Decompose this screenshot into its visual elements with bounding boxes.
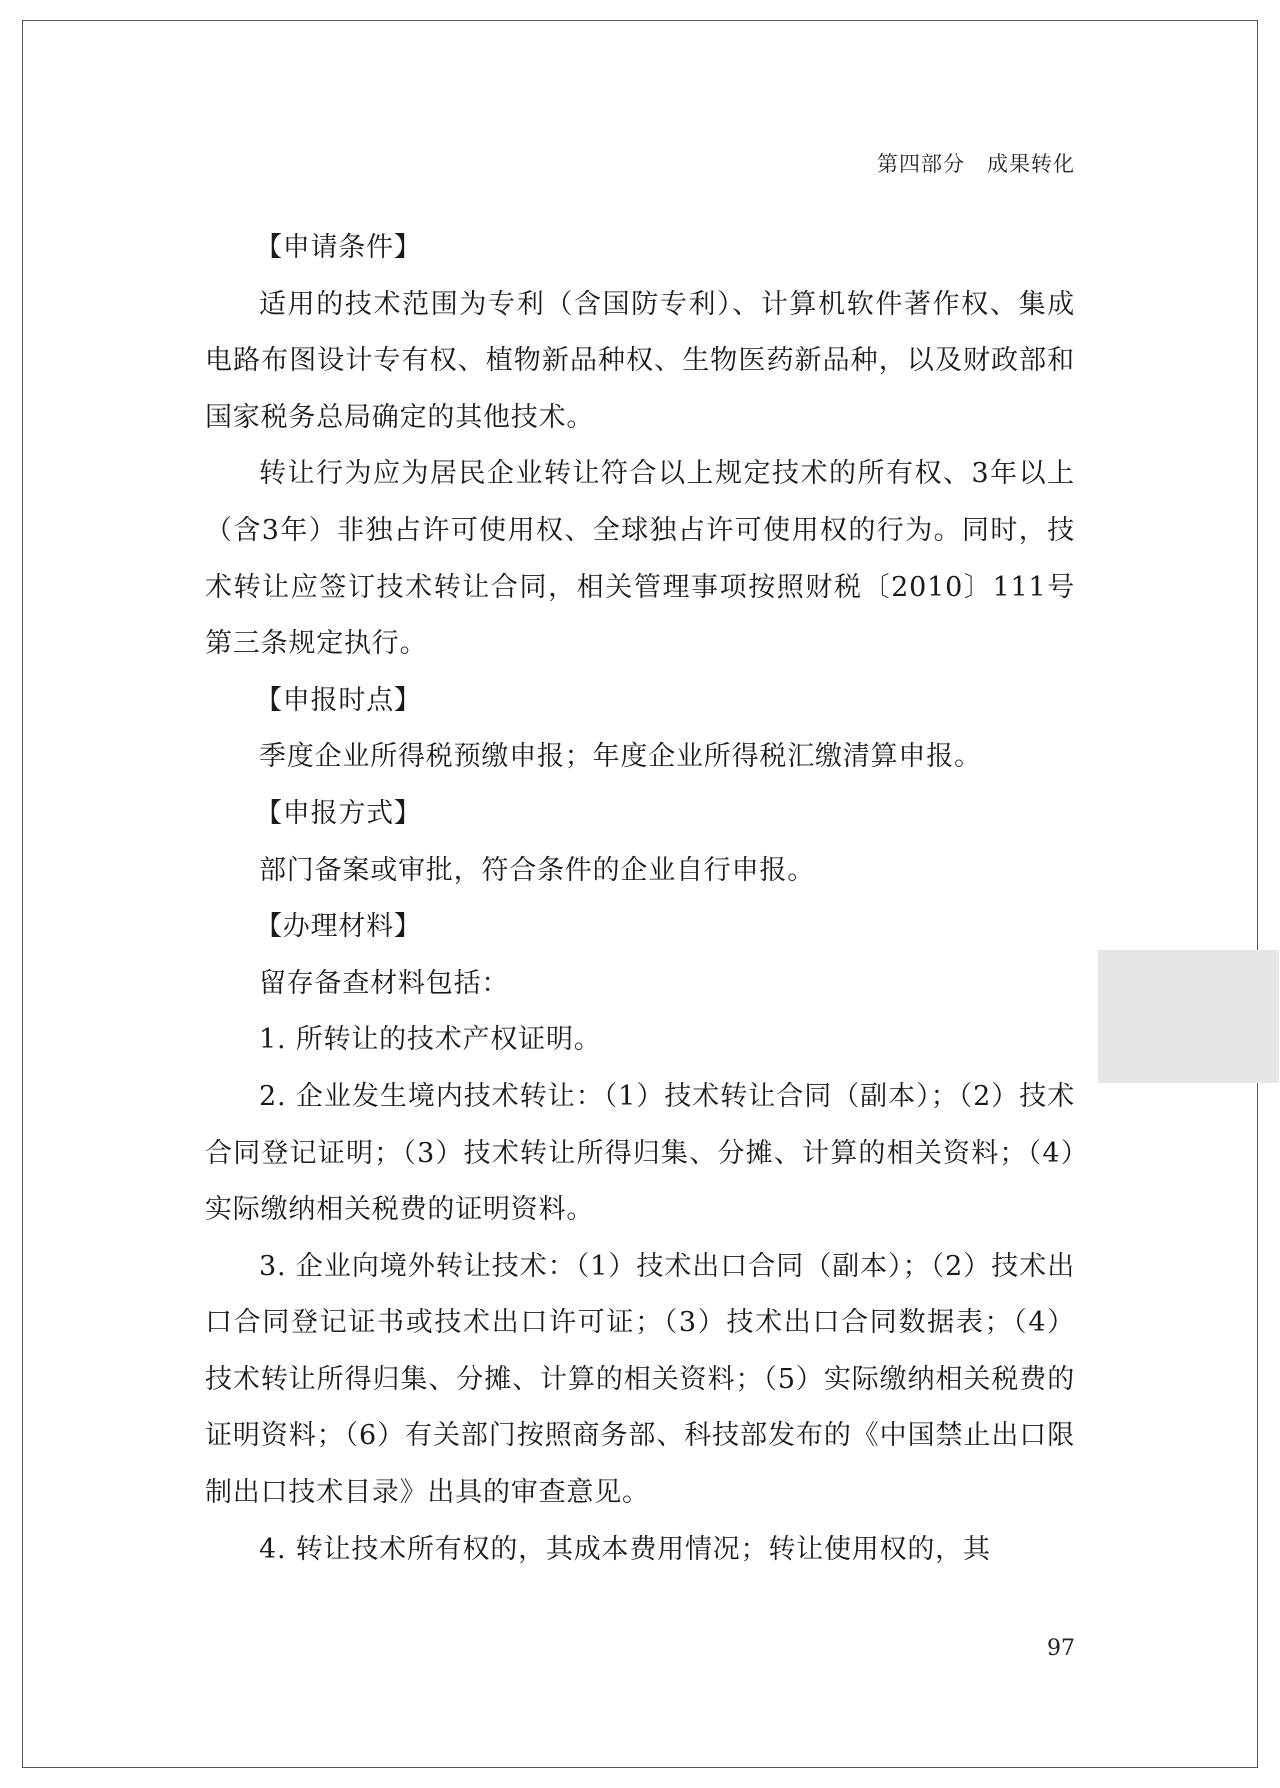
page-body [205,220,1075,1578]
section-heading-filing-time: 【申报时点】 [254,684,422,716]
section-heading-materials: 【办理材料】 [254,911,422,943]
section-heading-application-conditions: 【申请条件】 [254,232,422,263]
paragraph-filing-time: 季度企业所得税预缴申报；年度企业所得税汇缴清算申报。 [259,741,982,773]
section-heading-filing-method: 【申报方式】 [254,797,422,829]
paragraph-tech-scope: 适用的技术范围为专利（含国防专利）、计算机软件著作权、集成电路布图设计专有权、植物新品种权、生物医药新品种，以及财政部和国家税务总局确定的其他技术。 [205,288,1075,433]
list-item-2: 2. 企业发生境内技术转让：（1）技术转让合同（副本）；（2）技术合同登记证明；（3）技术转让所得归集、分摊、计算的相关资料；（4）实际缴纳相关税费的证明资料。 [205,1080,1075,1226]
paragraph-materials-intro: 留存备查材料包括： [259,967,510,999]
paragraph-transfer-behavior: 转让行为应为居民企业转让符合以上规定技术的所有权、3年以上（含3年）非独占许可使用权、全球独占许可使用权的行为。同时，技术转让应签订技术转让合同，相关管理事项按照财税〔2010〕111号第三条规定执行。 [205,458,1075,660]
list-item-1: 1. 所转让的技术产权证明。 [259,1024,602,1056]
section-thumb-tab [1098,950,1279,1083]
running-header: 第四部分 成果转化 [877,152,1075,176]
list-item-4: 4. 转让技术所有权的，其成本费用情况；转让使用权的，其 [259,1533,991,1565]
page-number: 97 [1047,1636,1075,1661]
list-item-3: 3. 企业向境外转让技术：（1）技术出口合同（副本）；（2）技术出口合同登记证书或技术出口许可证；（3）技术出口合同数据表；（4）技术转让所得归集、分摊、计算的相关资料；（5）实际缴纳相关税费的证明资料；（6）有关部门按照商务部、科技部发布的《中国禁止出口限制出口技术目录》出具的审查意见。 [205,1250,1075,1509]
paragraph-filing-method: 部门备案或审批，符合条件的企业自行申报。 [259,854,815,886]
